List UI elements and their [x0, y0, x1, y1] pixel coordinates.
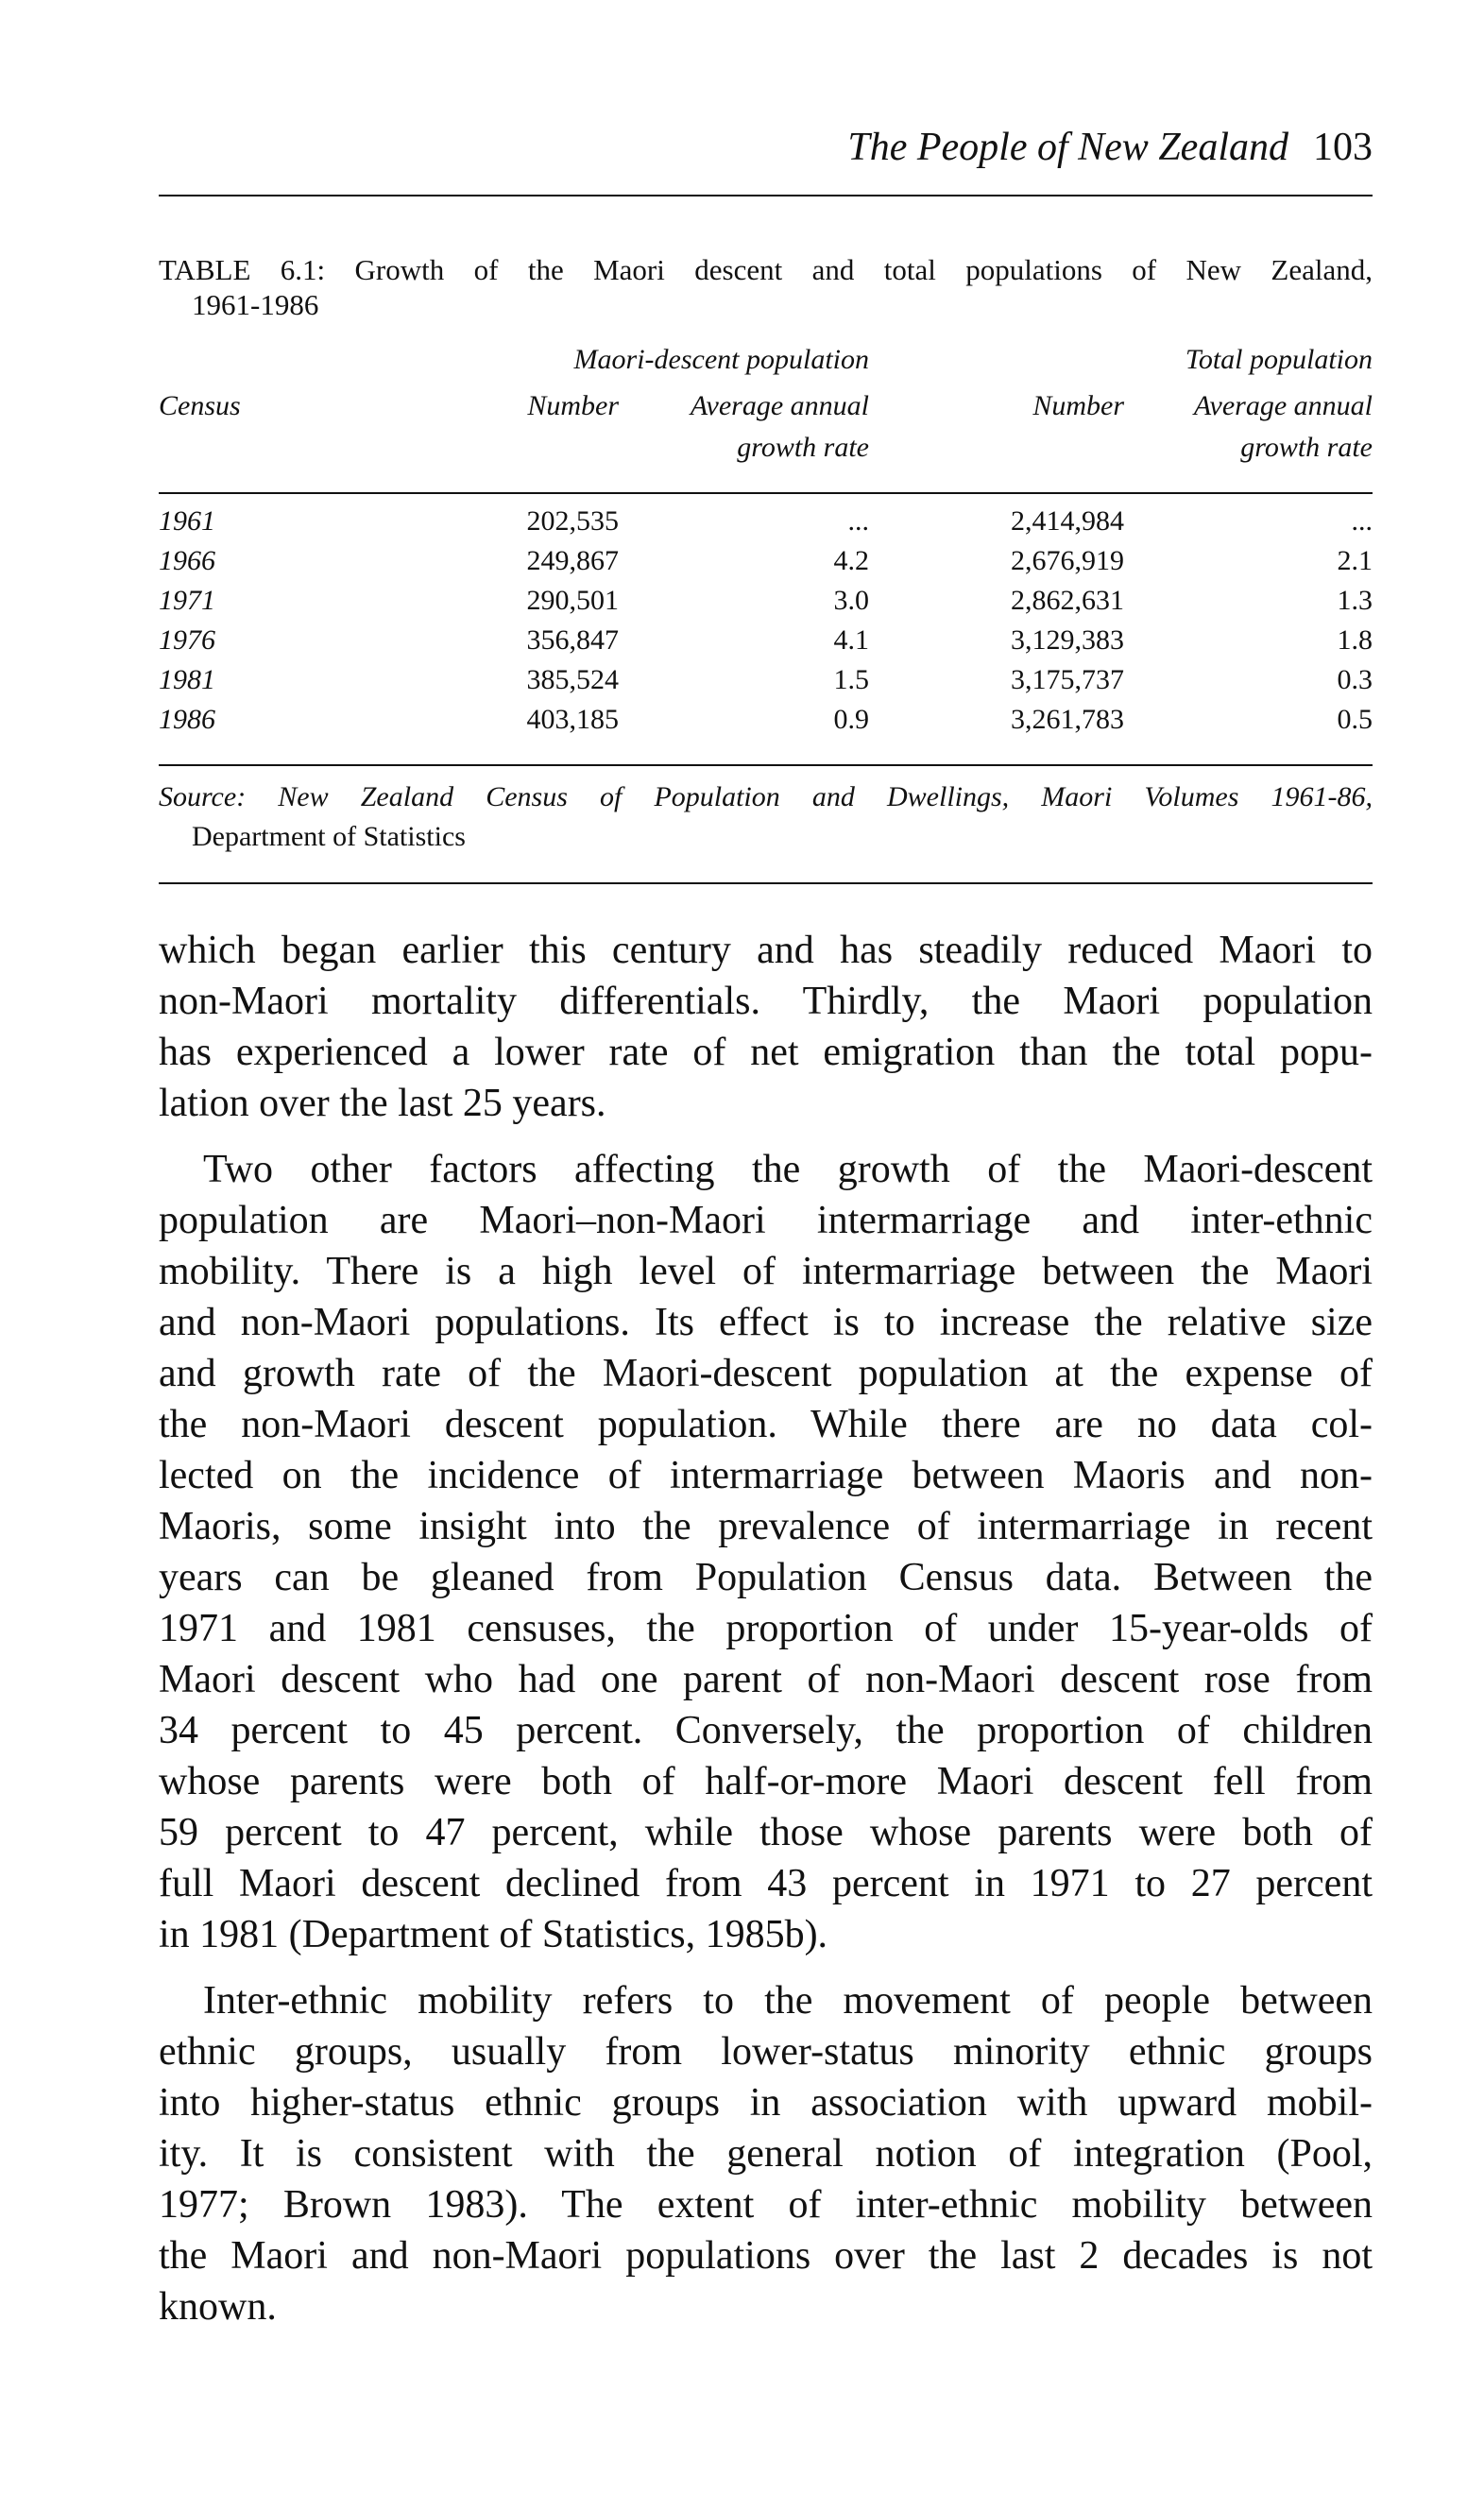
text-line: years can be gleaned from Population Census data. Between the [159, 1556, 1373, 1599]
total-number-header: Number [1032, 390, 1124, 421]
source-line: Department of Statistics [192, 821, 466, 852]
text-line: 34 percent to 45 percent. Conversely, the proportion of children [159, 1709, 1373, 1752]
table-row [159, 502, 1373, 541]
cell-maori-number: 249,867 [526, 545, 619, 576]
text-line: 1977; Brown 1983). The extent of inter-ethnic mobility between [159, 2183, 1373, 2227]
cell-maori-growth: 1.5 [833, 664, 869, 695]
table-top-rule [159, 195, 1373, 196]
text-line: Two other factors affecting the growth of the Maori-descent [203, 1148, 1373, 1191]
cell-census: 1981 [159, 664, 215, 695]
cell-total-number: 2,862,631 [1011, 585, 1124, 616]
text-line: 1971 and 1981 censuses, the proportion of under 15-year-olds of [159, 1607, 1373, 1650]
text-line: and growth rate of the Maori-descent population at the expense of [159, 1352, 1373, 1395]
cell-census: 1966 [159, 545, 215, 576]
maori-growth-header-2: growth rate [737, 432, 869, 463]
cell-total-growth: 1.8 [1337, 624, 1373, 656]
total-growth-header-2: growth rate [1240, 432, 1373, 463]
maori-number-header: Number [527, 390, 619, 421]
text-line: known. [159, 2285, 277, 2329]
table-row [159, 700, 1373, 740]
text-line: ity. It is consistent with the general notion of integration (Pool, [159, 2132, 1373, 2176]
cell-total-growth: 0.5 [1337, 704, 1373, 735]
cell-total-growth: 0.3 [1337, 664, 1373, 695]
cell-maori-growth: 0.9 [833, 704, 869, 735]
text-line: has experienced a lower rate of net emigration than the total popu- [159, 1031, 1373, 1074]
cell-total-number: 3,261,783 [1011, 704, 1124, 735]
table-end-rule [159, 882, 1373, 884]
cell-maori-growth: ... [847, 505, 869, 537]
cell-census: 1961 [159, 505, 215, 537]
text-line: Maoris, some insight into the prevalence of intermarriage in recent [159, 1505, 1373, 1548]
cell-maori-number: 385,524 [526, 664, 619, 695]
paragraph [159, 1144, 1373, 1960]
table-group-header-row [159, 339, 1373, 381]
table-caption [159, 252, 1373, 322]
cell-total-number: 2,676,919 [1011, 545, 1124, 576]
text-line: full Maori descent declined from 43 percent in 1971 to 27 percent [159, 1862, 1373, 1905]
cell-census: 1986 [159, 704, 215, 735]
text-line: lected on the incidence of intermarriage between Maoris and non- [159, 1454, 1373, 1497]
cell-maori-number: 202,535 [526, 505, 619, 537]
table-row [159, 541, 1373, 581]
census-header: Census [159, 390, 241, 421]
cell-maori-growth: 4.1 [833, 624, 869, 656]
text-line: ethnic groups, usually from lower-status minority ethnic groups [159, 2030, 1373, 2074]
cell-total-growth: 2.1 [1337, 545, 1373, 576]
text-line: which began earlier this century and has steadily reduced Maori to [159, 929, 1373, 972]
total-growth-header: Average annual [1193, 390, 1373, 421]
table-row [159, 621, 1373, 660]
text-line: population are Maori–non-Maori intermarriage and inter-ethnic [159, 1199, 1373, 1242]
caption-line: 1961-1986 [192, 288, 319, 321]
text-line: 59 percent to 47 percent, while those whose parents were both of [159, 1811, 1373, 1854]
table-row [159, 660, 1373, 700]
text-line: and non-Maori populations. Its effect is to increase the relative size [159, 1301, 1373, 1344]
maori-group-header: Maori-descent population [573, 344, 869, 375]
caption-line: TABLE 6.1: Growth of the Maori descent and total populations of New Zealand, [159, 253, 1373, 286]
cell-maori-number: 356,847 [526, 624, 619, 656]
text-line: non-Maori mortality differentials. Thirdly, the Maori population [159, 980, 1373, 1023]
text-line: lation over the last 25 years. [159, 1082, 606, 1125]
table-column-header-row-2 [159, 427, 1373, 469]
text-line: whose parents were both of half-or-more Maori descent fell from [159, 1760, 1373, 1803]
table-bottom-rule [159, 764, 1373, 766]
paragraph [159, 1975, 1373, 2332]
cell-census: 1971 [159, 585, 215, 616]
table-source [159, 777, 1373, 857]
page-number: 103 [1313, 126, 1373, 169]
text-line: into higher-status ethnic groups in association with upward mobil- [159, 2081, 1373, 2125]
cell-maori-growth: 4.2 [833, 545, 869, 576]
cell-maori-number: 403,185 [526, 704, 619, 735]
total-group-header: Total population [1185, 344, 1373, 375]
cell-census: 1976 [159, 624, 215, 656]
source-line: Source: New Zealand Census of Population and Dwellings, Maori Volumes 1961-86, [159, 781, 1373, 812]
running-head-title: The People of New Zealand [847, 126, 1288, 169]
table-row [159, 581, 1373, 621]
text-line: the Maori and non-Maori populations over the last 2 decades is not [159, 2234, 1373, 2278]
text-line: the non-Maori descent population. While there are no data col- [159, 1403, 1373, 1446]
text-line: Inter-ethnic mobility refers to the movement of people between [203, 1979, 1373, 2023]
table-column-header-row [159, 385, 1373, 427]
cell-total-growth: ... [1351, 505, 1373, 537]
maori-growth-header: Average annual [690, 390, 869, 421]
text-line: in 1981 (Department of Statistics, 1985b). [159, 1913, 828, 1956]
cell-total-number: 2,414,984 [1011, 505, 1124, 537]
cell-maori-growth: 3.0 [833, 585, 869, 616]
cell-total-number: 3,175,737 [1011, 664, 1124, 695]
running-head [159, 124, 1373, 171]
text-line: Maori descent who had one parent of non-Maori descent rose from [159, 1658, 1373, 1701]
cell-maori-number: 290,501 [526, 585, 619, 616]
paragraph [159, 925, 1373, 1129]
table-header-rule [159, 492, 1373, 494]
text-line: mobility. There is a high level of intermarriage between the Maori [159, 1250, 1373, 1293]
cell-total-growth: 1.3 [1337, 585, 1373, 616]
cell-total-number: 3,129,383 [1011, 624, 1124, 656]
